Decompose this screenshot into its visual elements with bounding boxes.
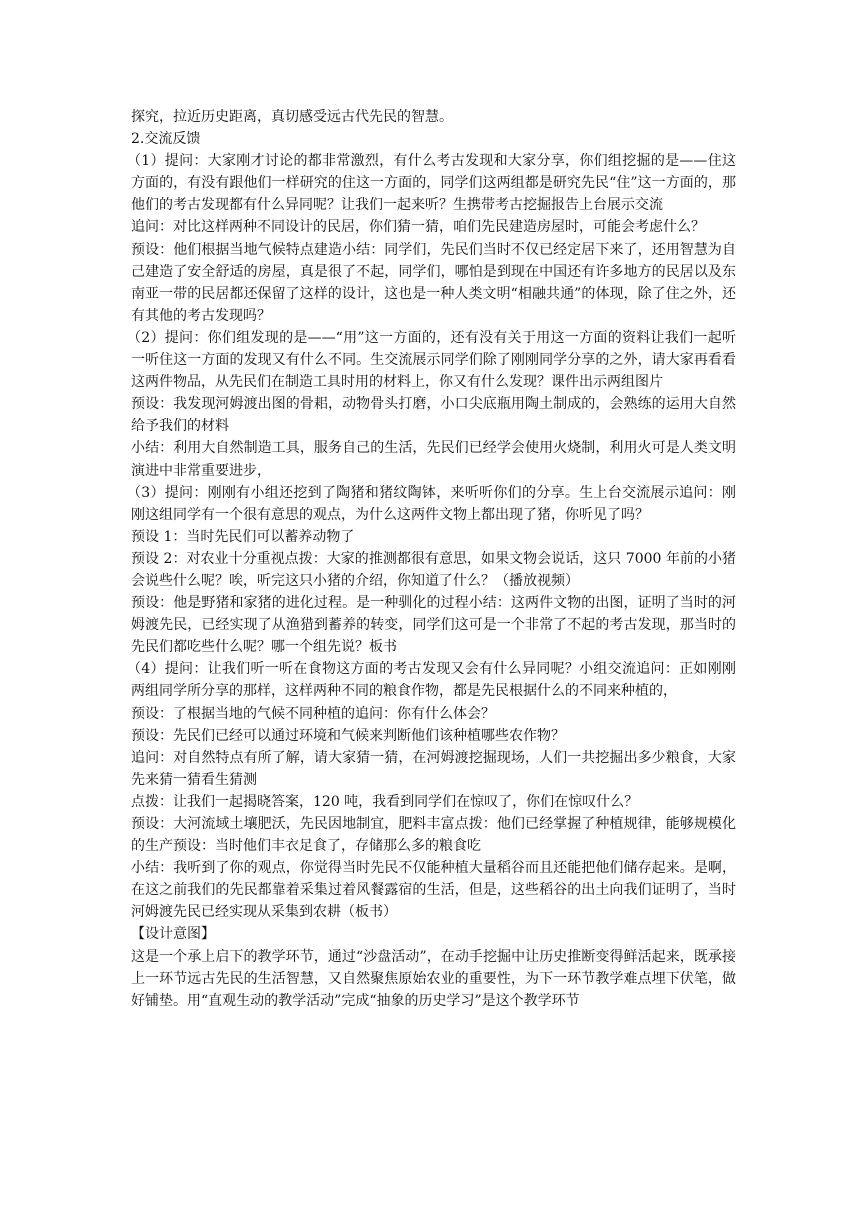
paragraph-preset-1: 预设：他们根据当地气候特点建造小结：同学们，先民们当时不仅已经定居下来了，还用智慧为自己建造了安全舒适的房屋，真是很了不起，同学们，哪怕是到现在中国还有许多地方的民居以及东南亚一带的民居都还保留了这样的设计，这也是一种人类文明“相融共通”的体现，除了住之外，还有其他的考古发现吗？: [131, 241, 736, 324]
paragraph-question-3: （3）提问：刚刚有小组还挖到了陶猪和猪纹陶钵，来听听你们的分享。生上台交流展示追问：刚刚这组同学有一个很有意思的观点，为什么这两件文物上都出现了猪，你听见了吗？: [127, 484, 736, 523]
paragraph-preset-4b: 预设：先民们已经可以通过环境和气候来判断他们该种植哪些农作物？: [131, 727, 565, 744]
paragraph-summary-2: 小结：利用大自然制造工具，服务自己的生活，先民们已经学会使用火烧制，利用火可是人类文明演进中非常重要进步，: [131, 440, 736, 479]
paragraph-follow-up-1: 追问：对比这样两种不同设计的民居，你们猜一猜，咱们先民建造房屋时，可能会考虑什么？: [131, 219, 705, 236]
section-heading-exchange-feedback: 2.交流反馈: [131, 131, 201, 148]
paragraph-intro-continuation: 探究，拉近历史距离，真切感受远古代先民的智慧。: [131, 109, 453, 125]
paragraph-preset-3a: 预设 1：当时先民们可以蓄养动物了: [131, 528, 355, 545]
paragraph-preset-4c: 预设：大河流域土壤肥沃，先民因地制宜，肥料丰富点拨：他们已经掌握了种植规律，能够规模化的生产预设：当时他们丰衣足食了，存储那么多的粮食吃: [131, 816, 736, 855]
paragraph-hint-4: 点拨：让我们一起揭晓答案，120 吨，我看到同学们在惊叹了，你们在惊叹什么？: [131, 793, 639, 810]
paragraph-design-intent: 这是一个承上启下的教学环节，通过“沙盘活动”，在动手挖掘中让历史推断变得鲜活起来，既承接上一环节远古先民的生活智慧，又自然聚焦原始农业的重要性，为下一环节教学难点埋下伏笔，做好铺垫。用“直观生动的教学活动”完成“抽象的历史学习”是这个教学环节: [131, 948, 736, 1009]
paragraph-preset-3b: 预设 2：对农业十分重视点拨：大家的推测都很有意思，如果文物会说话，这只 7000 年前的小猪会说些什么呢？唉，听完这只小猪的介绍，你知道了什么？（播放视频）: [131, 550, 736, 589]
section-heading-design-intent: 【设计意图】: [131, 926, 215, 943]
paragraph-question-2: （2）提问：你们组发现的是——“用”这一方面的，还有没有关于用这一方面的资料让我们一起听一听住这一方面的发现又有什么不同。生交流展示同学们除了刚刚同学分享的之外，请大家再看看这两件物品，从先民们在制造工具时用的材料上，你又有什么发现？课件出示两组图片: [127, 329, 736, 391]
paragraph-summary-4: 小结：我听到了你的观点，你觉得当时先民不仅能种植大量稻谷而且还能把他们储存起来。是啊，在这之前我们的先民都靠着采集过着风餐露宿的生活，但是，这些稻谷的出土向我们证明了，当时河姆渡先民已经实现从采集到农耕（板书）: [131, 860, 736, 921]
document-body: [127, 106, 736, 1012]
paragraph-question-1: （1）提问：大家刚才讨论的都非常激烈，有什么考古发现和大家分享，你们组挖掘的是——住这方面的，有没有跟他们一样研究的住这一方面的，同学们这两组都是研究先民“住”这一方面的，那他们的考古发现都有什么异同呢？让我们一起来听？生携带考古挖掘报告上台展示交流: [127, 153, 736, 214]
paragraph-preset-2: 预设：我发现河姆渡出图的骨耜，动物骨头打磨，小口尖底瓶用陶土制成的，会熟练的运用大自然给予我们的材料: [131, 396, 736, 435]
paragraph-question-4: （4）提问：让我们听一听在食物这方面的考古发现又会有什么异同呢？小组交流追问：正如刚刚两组同学所分享的那样，这样两种不同的粮食作物，都是先民根据什么的不同来种植的，: [127, 661, 736, 700]
paragraph-preset-4a: 预设：了根据当地的气候不同种植的追问：你有什么体会？: [131, 705, 495, 722]
paragraph-follow-up-4: 追问：对自然特点有所了解，请大家猜一猜，在河姆渡挖掘现场，人们一共挖掘出多少粮食，大家先来猜一猜看生猜测: [131, 749, 736, 788]
paragraph-preset-3c: 预设：他是野猪和家猪的进化过程。是一种驯化的过程小结：这两件文物的出图，证明了当时的河姆渡先民，已经实现了从渔猎到蓄养的转变，同学们这可是一个非常了不起的考古发现，那当时的先民们都吃些什么呢？哪一个组先说？板书: [131, 595, 736, 656]
